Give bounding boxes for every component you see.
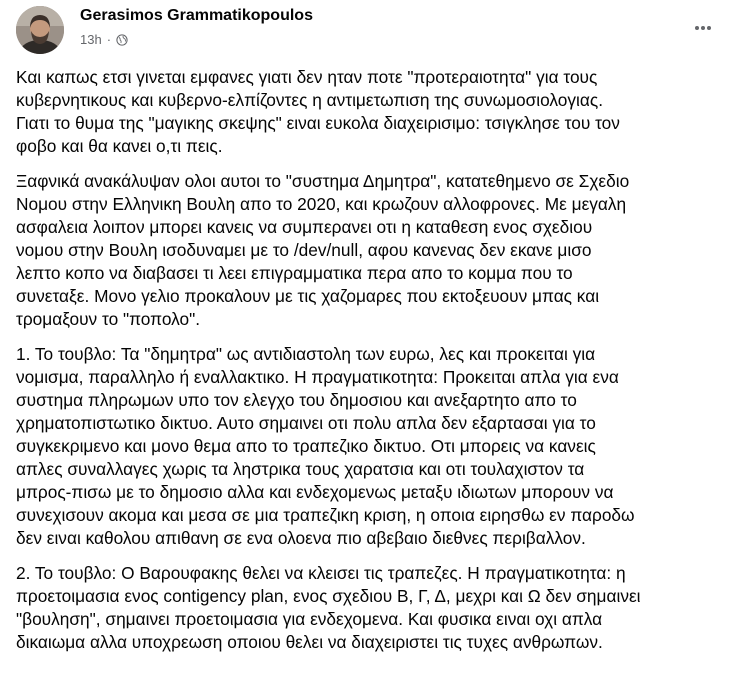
post-text-line: λεπτο κοπο να διαβασει τι λεει επιγραμματικα περα απο το κομμα που το [16, 263, 573, 283]
meta-separator: · [106, 32, 112, 47]
globe-icon [116, 34, 128, 46]
author-name[interactable]: Gerasimos Grammatikopoulos [80, 7, 313, 24]
post-paragraph [16, 562, 712, 654]
post-text-line: Νομου στην Ελληνικη Βουλη απο το 2020, και κρωζουν αλλοφρονες. Με μεγαλη [16, 194, 627, 214]
post-paragraph [16, 66, 712, 158]
post-header [16, 6, 721, 56]
post-text-line: συνεταξε. Μονο γελιο προκαλουν με τις χαζομαρες που εκτοξευουν μπας και [16, 286, 600, 306]
post-meta [80, 32, 128, 47]
post-text-line: νομου στην Βουλη ισοδυναμει με το /dev/null, αφου κανενας δεν εκανε μισο [16, 240, 592, 260]
post-text-line: συνεχισουν ακομα και μεσα σε μια τραπεζικη κριση, η οποια ειρησθω εν παροδω [16, 505, 635, 525]
more-options-button[interactable] [685, 10, 721, 46]
post-text-line: "βουληση", σημαινει προετοιμασια για ενδεχομενα. Και φυσικα ειναι οχι απλα [16, 609, 603, 629]
post-text-line: κυβερνητικους και κυβερνο-ελπίζοντες η αντιμετωπιση της συνωμοσιολογιας. [16, 90, 604, 110]
post-text-line: μπρος-πισω με το δημοσιο αλλα και ενδεχομενως μεταξυ ιδιωτων μπορουν να [16, 482, 614, 502]
post-text-line: τρομαξουν το "ποπολο". [16, 309, 201, 329]
post-text-line: δικαιωμα αλλα υποχρεωση οποιου θελει να διαχειριστει τις τυχες ανθρωπων. [16, 632, 603, 652]
post-text-line: προετοιμασια ενος contigency plan, ενος σχεδιου Β, Γ, Δ, μεχρι και Ω δεν σημαινει [16, 586, 641, 606]
post-text-line: απλες συναλλαγες χωρις τα ληστρικα τους χαρατσια και οτι τουλαχιστον τα [16, 459, 585, 479]
post-paragraph [16, 343, 712, 550]
post-text-line: νομισμα, παραλληλο ή εναλλακτικο. Η πραγματικοτητα: Προκειται απλα για ενα [16, 367, 619, 387]
post-text-line: 2. Το τουβλο: Ο Βαρουφακης θελει να κλεισει τις τραπεζες. Η πραγματικοτητα: η [16, 563, 626, 583]
post-text-line: Ξαφνικά ανακάλυψαν ολοι αυτοι το "συστημα Δημητρα", κατατεθημενο σε Σχεδιο [16, 171, 630, 191]
post-text-line: Και καπως ετσι γινεται εμφανες γιατι δεν ηταν ποτε "προτεραιοτητα" για τους [16, 67, 598, 87]
post-text-line: ασφαλεια λοιπον μπορει κανεις να συμπερανει οτι η καταθεση ενος σχεδιου [16, 217, 593, 237]
post-text-line: φοβο και θα κανει ο,τι πεις. [16, 136, 223, 156]
post-text-line: 1. Το τουβλο: Τα "δημητρα" ως αντιδιαστολη των ευρω, λες και προκειται για [16, 344, 596, 364]
avatar[interactable] [16, 6, 64, 54]
post-timestamp[interactable]: 13h [80, 32, 102, 47]
more-horizontal-icon [693, 18, 713, 38]
post-text-line: συστημα πληρωμων υπο τον ελεγχο του δημοσιου και ανεξαρτητο απο το [16, 390, 577, 410]
post-text-line: δεν ειναι καθολου απιθανη σε ενα ολοενα πιο αβεβαιο διεθνες περιβαλλον. [16, 528, 586, 548]
post-text-line: συγκεκριμενο και μονο θεμα απο το τραπεζικο δικτυο. Οτι μπορεις να κανεις [16, 436, 596, 456]
post-paragraph [16, 170, 712, 331]
post-text-line: χρηματοπιστωτικο δικτυο. Αυτο σημαινει οτι πολυ απλα δεν εξαρτασαι για το [16, 413, 596, 433]
post-body [16, 66, 712, 666]
post-text-line: Γιατι το θυμα της "μαγικης σκεψης" ειναι ευκολα διαχειρισιμο: τσιγκλησε του τον [16, 113, 620, 133]
